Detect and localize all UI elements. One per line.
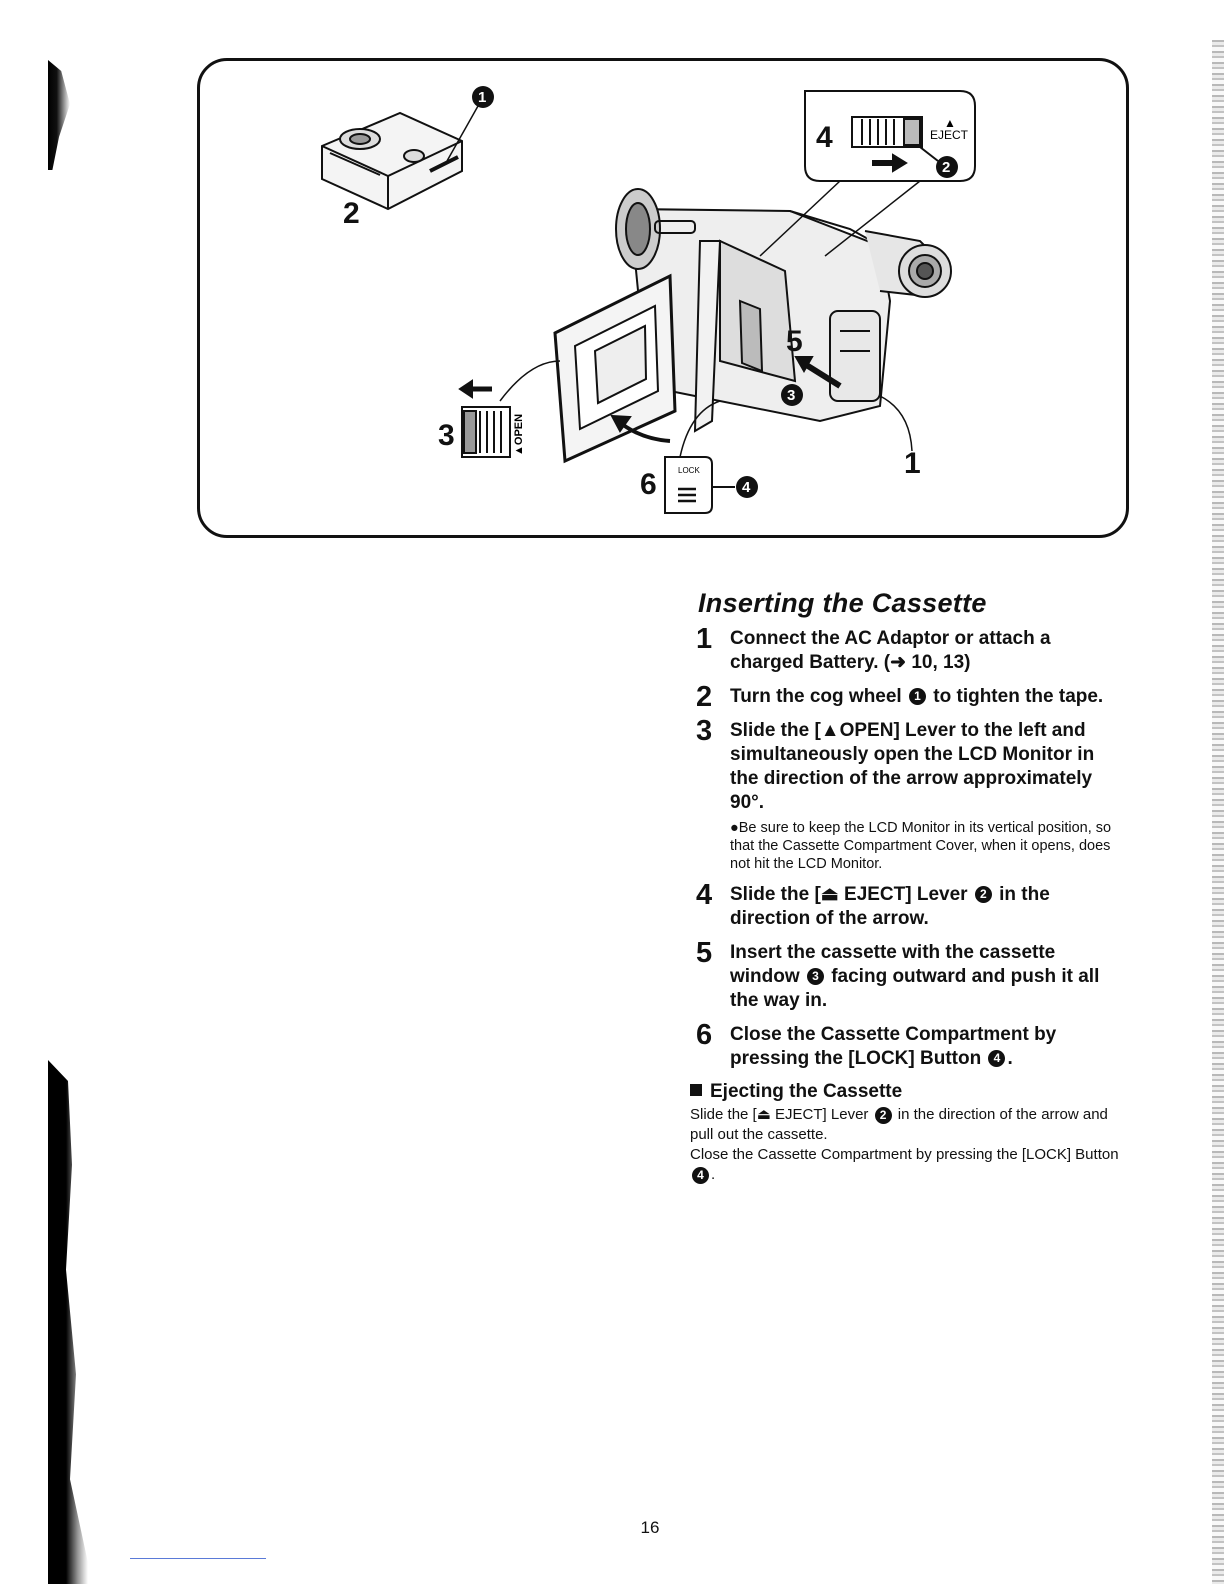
badge-3: [781, 384, 803, 406]
step-text: [730, 883, 1120, 931]
badge-icon: 4: [988, 1050, 1005, 1067]
eject-label: EJECT: [930, 128, 969, 142]
step-4: [690, 879, 1120, 931]
callout-1: 1: [904, 447, 921, 480]
ejecting-title: Ejecting the Cassette: [710, 1081, 903, 1102]
step-text-part: Close the Cassette Compartment by pressing the [LOCK] Button: [730, 1024, 1057, 1069]
step-text-part: Slide the [⏏ EJECT] Lever: [730, 884, 968, 905]
step-text-part: Turn the cog wheel: [730, 686, 902, 707]
para-text: in the direction of the arrow and pull out the cassette.: [690, 1106, 1108, 1143]
step-text-part: .: [1007, 1048, 1013, 1069]
section-title: Inserting the Cassette: [698, 588, 987, 618]
step-3: [690, 715, 1120, 873]
step-text: Slide the [▲OPEN] Lever to the left and simultaneously open the LCD Monitor in the direction of the arrow approximately 90°.: [730, 720, 1095, 813]
step-number: 1: [696, 623, 713, 655]
svg-text:4: 4: [742, 479, 751, 496]
step-6: [690, 1019, 1120, 1071]
step-1: [690, 623, 1120, 675]
para-text: Slide the [⏏ EJECT] Lever: [690, 1106, 869, 1123]
badge-icon: 1: [909, 688, 926, 705]
callout-6: 6: [640, 468, 657, 501]
step-text: [730, 1023, 1120, 1071]
cassette-drawing: [322, 106, 478, 209]
illustration-frame: [197, 58, 1129, 538]
step-note: ●Be sure to keep the LCD Monitor in its vertical position, so that the Cassette Compartment Cover, when it opens, does not hit the LCD Monitor.: [730, 820, 1112, 872]
ejecting-paragraph-1: [690, 1105, 1120, 1145]
step-text: [730, 941, 1120, 1013]
badge-4: [736, 476, 758, 498]
svg-text:3: 3: [787, 387, 796, 404]
svg-text:1: 1: [478, 89, 487, 106]
scan-shadow-bottom: [48, 1060, 88, 1584]
step-list: [690, 623, 1120, 1071]
step-2: [690, 681, 1120, 713]
step-text: Connect the AC Adaptor or attach a charged Battery. (➜ 10, 13): [730, 628, 1051, 673]
callout-2: 2: [343, 197, 360, 230]
callout-3: 3: [438, 419, 455, 452]
callout-4: 4: [816, 121, 833, 154]
scan-shadow-top: [48, 60, 70, 170]
step-number: 6: [696, 1019, 713, 1051]
open-label: ▲OPEN: [513, 413, 525, 456]
instructions: [690, 588, 1120, 1185]
lock-label: LOCK: [678, 466, 700, 475]
callout-5: 5: [786, 325, 803, 358]
para-text: .: [711, 1166, 716, 1183]
step-text-part: Insert the cassette with the cassette window: [730, 942, 1056, 987]
svg-text:2: 2: [942, 159, 951, 176]
page-number: 16: [640, 1518, 660, 1537]
step-text-part: facing outward and push it all the way in.: [730, 966, 1100, 1011]
step-text-part: to tighten the tape.: [933, 686, 1104, 707]
badge-2: [936, 156, 958, 178]
badge-icon: 3: [807, 968, 824, 985]
step-number: 3: [696, 715, 713, 747]
badge-icon: 2: [975, 886, 992, 903]
open-lever-callout: [460, 361, 560, 457]
step-5: [690, 937, 1120, 1013]
badge-icon: 4: [692, 1167, 709, 1184]
step-number: 4: [696, 879, 713, 911]
camcorder-body-drawing: [555, 189, 951, 461]
badge-1: [472, 86, 494, 108]
footer-rule: [130, 1558, 266, 1559]
step-text: [730, 685, 1120, 709]
square-bullet-icon: [690, 1084, 702, 1096]
pointer-line: [880, 396, 912, 451]
scan-edge-right: [1212, 40, 1224, 1584]
step-number: 2: [696, 681, 713, 713]
ejecting-paragraph-2: [690, 1145, 1120, 1185]
camcorder-illustration: [200, 61, 1132, 541]
eject-triangle: ▲: [944, 116, 956, 130]
step-number: 5: [696, 937, 713, 969]
step-text-part: in the direction of the arrow.: [730, 884, 1050, 929]
ejecting-heading: [690, 1081, 1120, 1103]
para-text: Close the Cassette Compartment by pressing the [LOCK] Button: [690, 1146, 1119, 1163]
badge-icon: 2: [875, 1107, 892, 1124]
